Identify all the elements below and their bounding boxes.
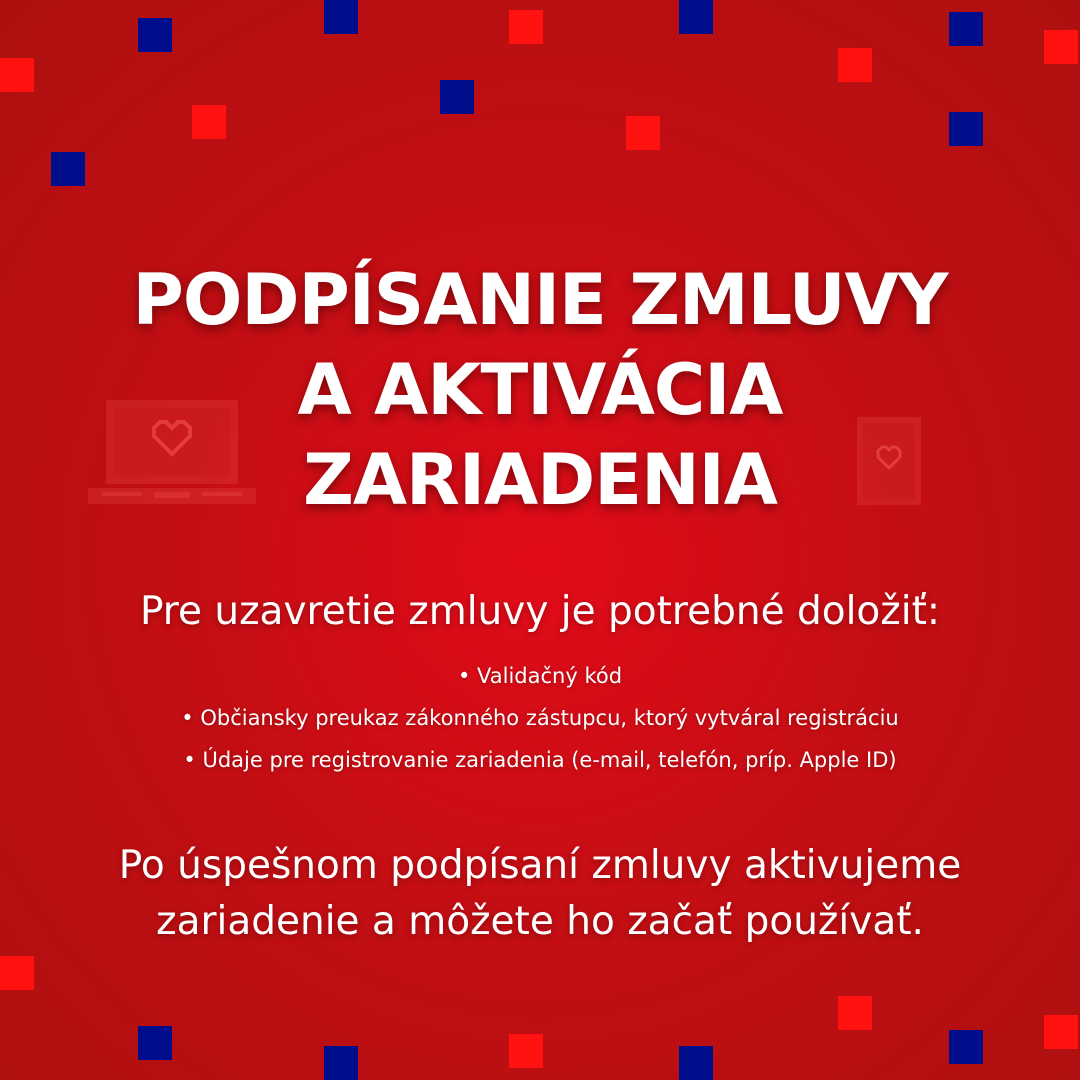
confetti-square xyxy=(679,0,713,34)
title-line: ZARIADENIA xyxy=(303,439,777,521)
confetti-square xyxy=(0,956,34,990)
requirements-list xyxy=(40,655,1040,781)
confetti-square xyxy=(1044,1015,1078,1049)
confetti-square xyxy=(51,152,85,186)
confetti-square xyxy=(679,1046,713,1080)
list-item: • Občiansky preukaz zákonného zástupcu, ktorý vytváral registráciu xyxy=(40,697,1040,739)
confetti-square xyxy=(324,0,358,34)
confetti-square xyxy=(1044,30,1078,64)
title-line: PODPÍSANIE ZMLUVY xyxy=(132,259,948,341)
title-line: A AKTIVÁCIA xyxy=(297,349,783,431)
confetti-square xyxy=(838,48,872,82)
confetti-square xyxy=(192,105,226,139)
confetti-square xyxy=(949,12,983,46)
confetti-square xyxy=(324,1046,358,1080)
confetti-square xyxy=(0,58,34,92)
confetti-square xyxy=(440,80,474,114)
closing-line: zariadenie a môžete ho začať používať. xyxy=(156,899,924,944)
confetti-square xyxy=(138,18,172,52)
list-item: • Údaje pre registrovanie zariadenia (e-mail, telefón, príp. Apple ID) xyxy=(40,739,1040,781)
closing-line: Po úspešnom podpísaní zmluvy aktivujeme xyxy=(118,843,962,888)
confetti-square xyxy=(626,116,660,150)
requirements-heading: Pre uzavretie zmluvy je potrebné doložiť: xyxy=(139,589,941,634)
confetti-square xyxy=(949,1030,983,1064)
confetti-square xyxy=(949,112,983,146)
confetti-square xyxy=(509,1034,543,1068)
page-title xyxy=(90,255,990,525)
confetti-square xyxy=(509,10,543,44)
confetti-square xyxy=(838,996,872,1030)
confetti-square xyxy=(138,1026,172,1060)
closing-text xyxy=(40,838,1040,950)
list-item: • Validačný kód xyxy=(40,655,1040,697)
